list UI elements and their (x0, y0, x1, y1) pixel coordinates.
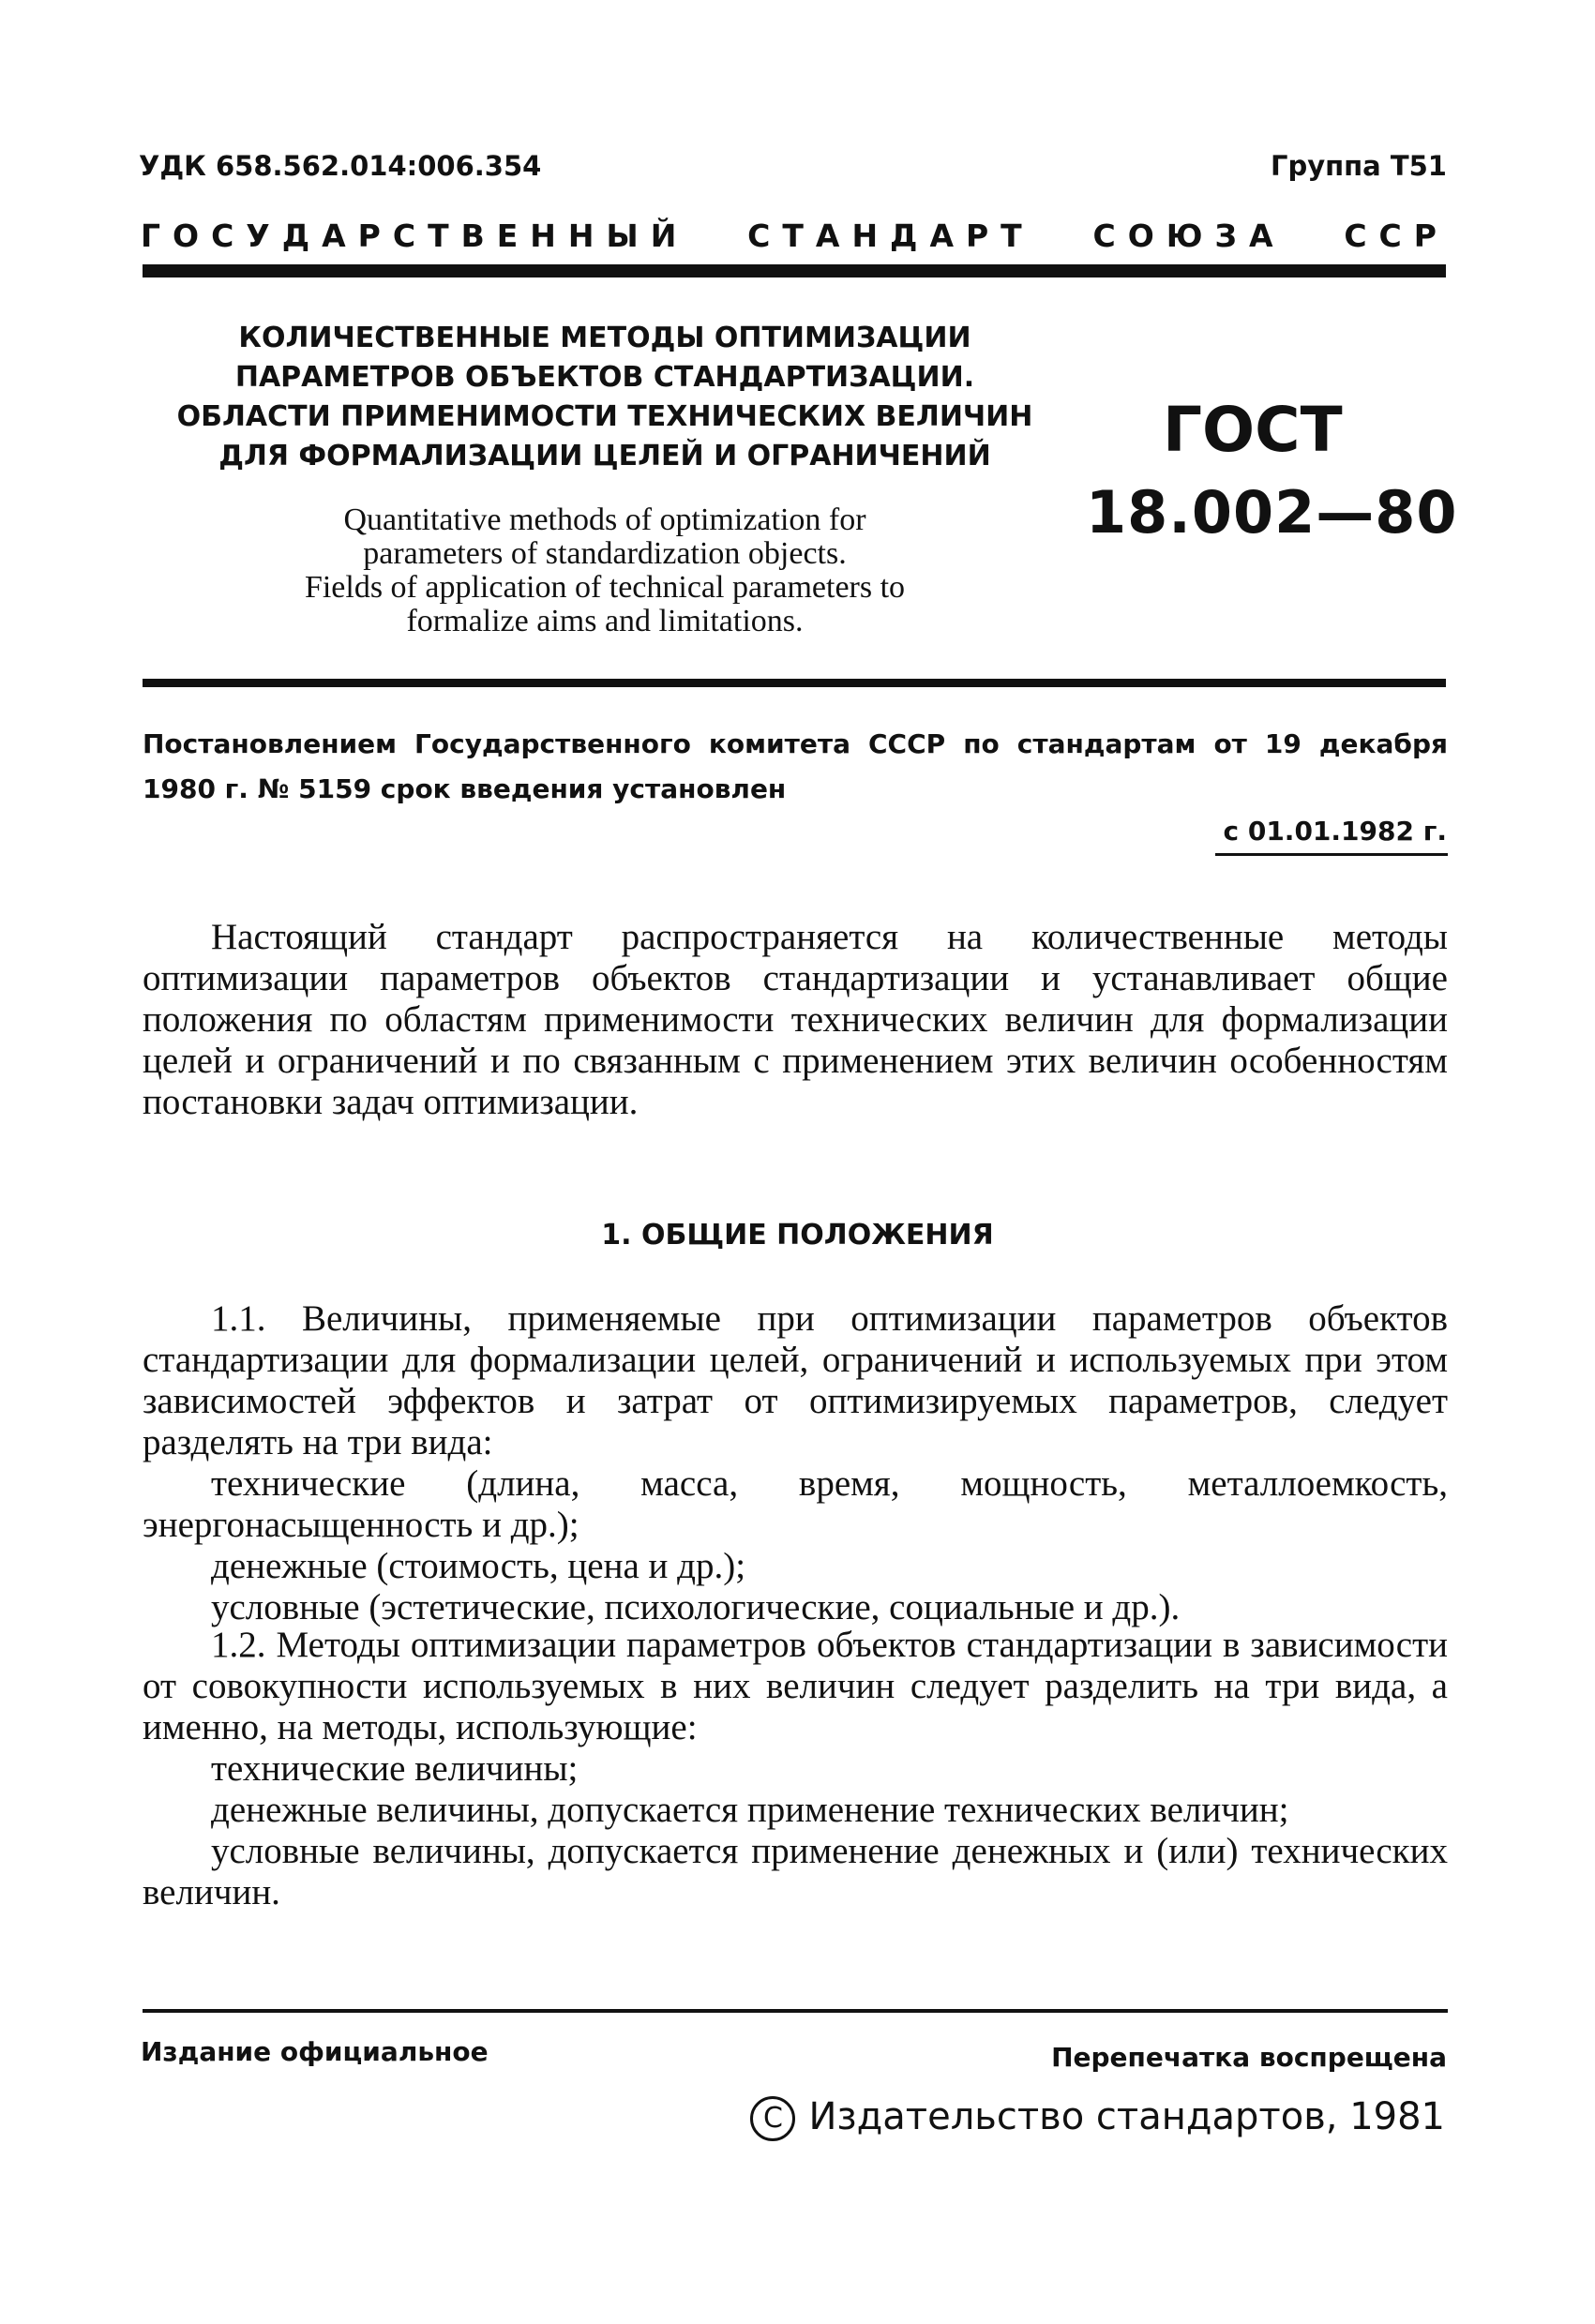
footer-rule (143, 2009, 1448, 2013)
title-line: КОЛИЧЕСТВЕННЫЕ МЕТОДЫ ОПТИМИЗАЦИИ (238, 322, 971, 354)
edition-label: Издание официальное (141, 2036, 489, 2067)
title-line: ОБЛАСТИ ПРИМЕНИМОСТИ ТЕХНИЧЕСКИХ ВЕЛИЧИН (176, 400, 1033, 433)
copyright-icon: C (750, 2096, 795, 2141)
udk-code: УДК 658.562.014:006.354 (139, 150, 542, 182)
list-item: технические величины; (211, 1748, 579, 1789)
title-english (141, 503, 1069, 638)
gost-number: 18.002—80 (1086, 478, 1458, 547)
title-line: ДЛЯ ФОРМАЛИЗАЦИИ ЦЕЛЕЙ И ОГРАНИЧЕНИЙ (218, 440, 991, 472)
list-item: денежные величины, допускается применение технических величин; (211, 1790, 1289, 1830)
clause-1-2 (143, 1625, 1448, 1913)
gost-label: ГОСТ (1163, 394, 1343, 466)
section-heading: 1. ОБЩИЕ ПОЛОЖЕНИЯ (601, 1219, 994, 1252)
clause-text: 1.1. Величины, применяемые при оптимизации параметров объектов стандартизации для формализации целей, ограничений и используемых при этом зависимостей эффектов и затрат от оптимизируемых параметров, следует разделять на три вида: (143, 1298, 1448, 1462)
banner-word: СОЮЗА (1092, 217, 1286, 254)
title-rule (143, 679, 1446, 687)
title-line: Quantitative methods of optimization for (343, 502, 866, 537)
intro-paragraph: Настоящий стандарт распространяется на количественные методы оптимизации параметров объектов стандартизации и устанавливает общие положения по областям применимости технических величин для формализации целей и ограничений и по связанным с применением этих величин особенностям постановки задач оптимизации. (143, 917, 1448, 1122)
title-line: parameters of standardization objects. (363, 536, 847, 571)
list-item: технические (длина, масса, время, мощность, металлоемкость, энергонасыщенность и др.); (143, 1463, 1448, 1545)
publisher-text: Издательство стандартов, 1981 (808, 2095, 1445, 2138)
publisher-line (750, 2095, 1445, 2141)
clause-1-1 (143, 1298, 1448, 1628)
clause-text: 1.2. Методы оптимизации параметров объектов стандартизации в зависимости от совокупности используемых в них величин следует разделить на три вида, а именно, на методы, использующие: (143, 1625, 1448, 1747)
effective-date: с 01.01.1982 г. (1223, 816, 1447, 847)
date-underline (1215, 853, 1448, 856)
title-russian (141, 319, 1069, 476)
list-item: условные (эстетические, психологические, социальные и др.). (211, 1587, 1181, 1627)
state-standard-banner (141, 217, 1449, 254)
banner-word: ГОСУДАРСТВЕННЫЙ (141, 217, 689, 254)
title-line: Fields of application of technical parameters to (304, 570, 906, 605)
banner-word: ССР (1344, 217, 1449, 254)
decree-text: Постановлением Государственного комитета СССР по стандартам от 19 декабря 1980 г. № 5159 срок введения установлен (143, 728, 1448, 804)
banner-word: СТАНДАРТ (747, 217, 1034, 254)
reprint-notice: Перепечатка воспрещена (1051, 2042, 1447, 2073)
title-line: ПАРАМЕТРОВ ОБЪЕКТОВ СТАНДАРТИЗАЦИИ. (234, 361, 975, 394)
list-item: условные величины, допускается применение денежных и (или) технических величин. (143, 1831, 1448, 1912)
title-line: formalize aims and limitations. (406, 604, 804, 638)
group-code: Группа Т51 (1270, 150, 1447, 182)
list-item: денежные (стоимость, цена и др.); (211, 1546, 746, 1586)
header-rule (143, 264, 1446, 277)
